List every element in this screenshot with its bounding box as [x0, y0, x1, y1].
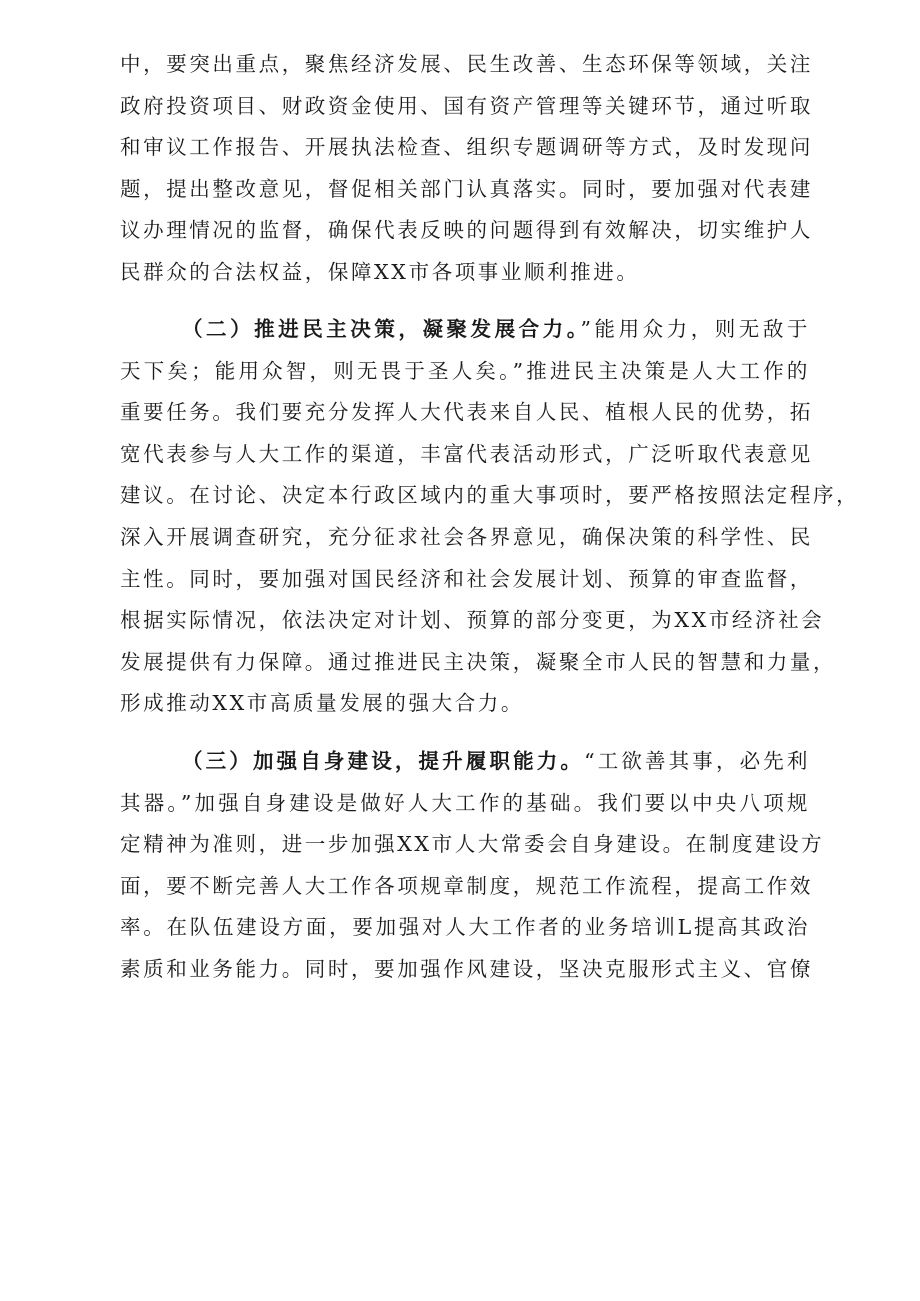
line-text: 议办理情况的监督，确保代表反映的问题得到有效解决，切实维护人 [120, 218, 813, 242]
text-line [120, 683, 524, 723]
line-text: 定精神为准则，进一步加强XX市人大常委会自身建设。在制度建设方 [120, 832, 825, 857]
line-text: 根据实际情况，依法决定对计划、预算的部分变更，为XX市经济社会 [120, 608, 825, 633]
text-line [182, 309, 810, 349]
line-text: ”能用众力，则无敌于 [580, 317, 810, 341]
line-text: 重要任务。我们要充分发挥人大代表来自人民、植根人民的优势，拓 [120, 400, 813, 425]
section-heading: （二）推进民主决策，凝聚发展合力。 [182, 317, 581, 341]
line-text: 宽代表参与人大工作的渠道，丰富代表活动形式，广泛听取代表意见 [120, 441, 813, 466]
text-line [120, 392, 813, 432]
text-line [120, 783, 810, 823]
text-line [120, 517, 813, 557]
text-line [120, 949, 813, 989]
line-text: 中，要突出重点，聚焦经济发展、民生改善、生态环保等领域，关注 [120, 52, 813, 76]
line-text: 和审议工作报告、开展执法检查、组织专题调研等方式，及时发现问 [120, 135, 813, 159]
text-line [120, 866, 813, 906]
line-text: 其器。”加强自身建设是做好人大工作的基础。我们要以中央八项规 [120, 790, 810, 815]
line-text: 深入开展调查研究，充分征求社会各界意见，确保决策的科学性、民 [120, 525, 813, 549]
text-line [120, 86, 813, 126]
text-line [120, 600, 825, 640]
line-text: 政府投资项目、财政资金使用、国有资产管理等关键环节，通过听取 [120, 93, 813, 118]
line-text: 发展提供有力保障。通过推进民主决策，凝聚全市人民的智慧和力量， [120, 649, 837, 674]
text-line [120, 642, 837, 682]
text-line [120, 252, 640, 292]
text-line [182, 741, 810, 781]
line-text: 主性。同时，要加强对国民经济和社会发展计划、预算的审查监督， [120, 566, 813, 591]
text-line [120, 351, 810, 391]
line-text: 面，要不断完善人大工作各项规章制度，规范工作流程，提高工作效 [120, 873, 813, 898]
text-line [120, 169, 813, 209]
line-text: 素质和业务能力。同时，要加强作风建设，坚决克服形式主义、官僚 [120, 957, 813, 981]
text-line [120, 210, 813, 250]
text-line [120, 907, 810, 947]
text-line [120, 44, 813, 84]
text-line [120, 475, 860, 515]
line-text: 民群众的合法权益，保障XX市各项事业顺利推进。 [120, 259, 640, 284]
text-line [120, 434, 813, 474]
text-line [120, 559, 813, 599]
line-text: 率。在队伍建设方面，要加强对人大工作者的业务培训L提高其政治 [120, 915, 810, 940]
text-line [120, 127, 813, 167]
line-text: 题，提出整改意见，督促相关部门认真落实。同时，要加强对代表建 [120, 176, 813, 201]
line-text: 形成推动XX市高质量发展的强大合力。 [120, 691, 524, 716]
section-heading: （三）加强自身建设，提升履职能力。 [182, 749, 585, 773]
line-text: 天下矣；能用众智，则无畏于圣人矣。”推进民主决策是人大工作的 [120, 358, 810, 383]
line-text: 建议。在讨论、决定本行政区域内的重大事项时，要严格按照法定程序， [120, 483, 860, 508]
line-text: “工欲善其事，必先利 [584, 749, 810, 773]
text-line [120, 824, 825, 864]
